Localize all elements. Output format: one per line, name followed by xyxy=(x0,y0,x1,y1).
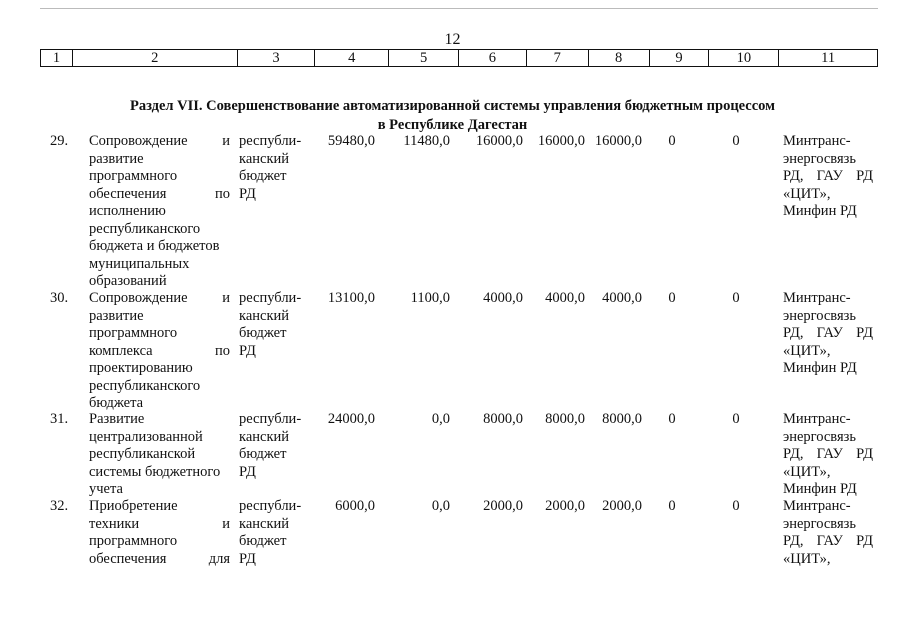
year-value: 4000,0 xyxy=(483,290,523,306)
description-line: развитие xyxy=(89,150,144,167)
column-number: 11 xyxy=(778,50,877,66)
year-value: 2000,0 xyxy=(602,498,642,514)
year-value: 0 xyxy=(732,290,740,306)
description-line: обеспечения по xyxy=(89,185,230,202)
total-value: 59480,0 xyxy=(327,133,375,149)
year-value: 0 xyxy=(668,411,676,427)
description-line: системы бюджетного xyxy=(89,463,221,480)
source-line: РД xyxy=(239,550,256,567)
row-number: 30. xyxy=(50,290,69,306)
responsible-line: РД, ГАУ РД xyxy=(783,446,873,462)
row-number: 29. xyxy=(50,133,69,149)
responsible-line: «ЦИТ», xyxy=(783,185,831,202)
source-line: республи- xyxy=(239,498,302,514)
description-line: программного xyxy=(89,533,178,549)
source-line: республи- xyxy=(239,290,302,306)
responsible-line: «ЦИТ», xyxy=(783,342,831,359)
source-line: РД xyxy=(239,463,256,480)
source-line: бюджет xyxy=(239,325,287,341)
page-top-rule xyxy=(40,8,878,9)
responsible-line: энергосвязь xyxy=(783,515,856,532)
source-line: республи- xyxy=(239,133,302,149)
responsible-line: Минтранс- xyxy=(783,290,851,306)
responsible-line: Минтранс- xyxy=(783,411,851,427)
column-number: 10 xyxy=(708,50,778,66)
column-number: 2 xyxy=(72,50,237,66)
year-value: 8000,0 xyxy=(602,411,642,427)
year-value: 2000,0 xyxy=(545,498,585,514)
column-number: 4 xyxy=(314,50,388,66)
description-line: централизованной xyxy=(89,428,203,445)
year-value: 8000,0 xyxy=(545,411,585,427)
row-number: 31. xyxy=(50,411,69,427)
column-number: 7 xyxy=(526,50,588,66)
source-line: канский xyxy=(239,428,290,445)
column-number-header xyxy=(40,49,878,67)
source-line: республи- xyxy=(239,411,302,427)
description-line: Приобретение xyxy=(89,498,178,514)
description-line: республиканского xyxy=(89,220,201,237)
year-value: 11480,0 xyxy=(403,133,450,149)
source-line: канский xyxy=(239,307,290,324)
year-value: 0 xyxy=(732,133,740,149)
description-line: Сопровождение и xyxy=(89,133,230,149)
year-value: 16000,0 xyxy=(475,133,523,149)
column-number: 8 xyxy=(588,50,649,66)
responsible-line: «ЦИТ», xyxy=(783,550,831,567)
row-description xyxy=(89,411,230,499)
description-line: республиканской xyxy=(89,446,196,462)
description-line: исполнению xyxy=(89,203,166,219)
funding-source xyxy=(239,290,309,360)
year-value: 8000,0 xyxy=(483,411,523,427)
responsible-line: Минтранс- xyxy=(783,133,851,149)
row-description xyxy=(89,498,230,568)
year-value: 4000,0 xyxy=(602,290,642,306)
responsible-line: энергосвязь xyxy=(783,150,856,167)
page-number: 12 xyxy=(444,31,461,48)
year-value: 4000,0 xyxy=(545,290,585,306)
funding-source xyxy=(239,133,309,203)
description-line: развитие xyxy=(89,307,144,324)
total-value: 6000,0 xyxy=(335,498,375,514)
year-value: 0 xyxy=(732,411,740,427)
row-number: 32. xyxy=(50,498,69,514)
description-line: программного xyxy=(89,325,178,341)
responsible-executors xyxy=(783,498,873,568)
column-number: 1 xyxy=(52,50,61,66)
total-value: 24000,0 xyxy=(327,411,375,427)
description-line: образований xyxy=(89,273,167,289)
description-line: республиканского xyxy=(89,377,201,394)
description-line: Развитие xyxy=(89,411,145,427)
source-line: бюджет xyxy=(239,168,287,184)
description-line: обеспечения для xyxy=(89,550,230,567)
row-description xyxy=(89,290,230,413)
description-line: учета xyxy=(89,481,123,497)
funding-source xyxy=(239,411,309,481)
responsible-executors xyxy=(783,411,873,499)
funding-source xyxy=(239,498,309,568)
section-title xyxy=(0,97,905,135)
year-value: 0 xyxy=(668,133,676,149)
column-number: 6 xyxy=(458,50,526,66)
source-line: РД xyxy=(239,342,256,359)
year-value: 1100,0 xyxy=(410,290,450,306)
year-value: 0 xyxy=(668,290,676,306)
description-line: техники и xyxy=(89,515,230,532)
column-number: 3 xyxy=(237,50,315,66)
year-value: 0,0 xyxy=(431,498,450,514)
source-line: РД xyxy=(239,185,256,202)
column-number: 5 xyxy=(388,50,458,66)
year-value: 0,0 xyxy=(431,411,450,427)
responsible-line: энергосвязь xyxy=(783,307,856,324)
source-line: бюджет xyxy=(239,533,287,549)
description-line: комплекса по xyxy=(89,342,230,359)
source-line: бюджет xyxy=(239,446,287,462)
responsible-line: Минфин РД xyxy=(783,360,857,376)
responsible-line: энергосвязь xyxy=(783,428,856,445)
responsible-line: РД, ГАУ РД xyxy=(783,168,873,184)
column-number: 9 xyxy=(649,50,709,66)
year-value: 0 xyxy=(732,498,740,514)
responsible-line: Минтранс- xyxy=(783,498,851,514)
responsible-line: «ЦИТ», xyxy=(783,463,831,480)
source-line: канский xyxy=(239,150,290,167)
responsible-executors xyxy=(783,290,873,378)
section-title-line: Раздел VII. Совершенствование автоматизированной системы управления бюджетным процессом xyxy=(129,98,776,114)
year-value: 16000,0 xyxy=(537,133,585,149)
description-line: бюджета и бюджетов xyxy=(89,238,220,254)
description-line: муниципальных xyxy=(89,255,190,272)
year-value: 2000,0 xyxy=(483,498,523,514)
responsible-line: Минфин РД xyxy=(783,481,857,497)
source-line: канский xyxy=(239,515,290,532)
responsible-executors xyxy=(783,133,873,221)
year-value: 16000,0 xyxy=(594,133,642,149)
responsible-line: Минфин РД xyxy=(783,203,857,219)
responsible-line: РД, ГАУ РД xyxy=(783,325,873,341)
section-title-line: в Республике Дагестан xyxy=(377,117,528,133)
total-value: 13100,0 xyxy=(327,290,375,306)
description-line: бюджета xyxy=(89,395,144,411)
row-description xyxy=(89,133,230,291)
description-line: проектированию xyxy=(89,360,193,376)
responsible-line: РД, ГАУ РД xyxy=(783,533,873,549)
year-value: 0 xyxy=(668,498,676,514)
description-line: программного xyxy=(89,168,178,184)
description-line: Сопровождение и xyxy=(89,290,230,306)
